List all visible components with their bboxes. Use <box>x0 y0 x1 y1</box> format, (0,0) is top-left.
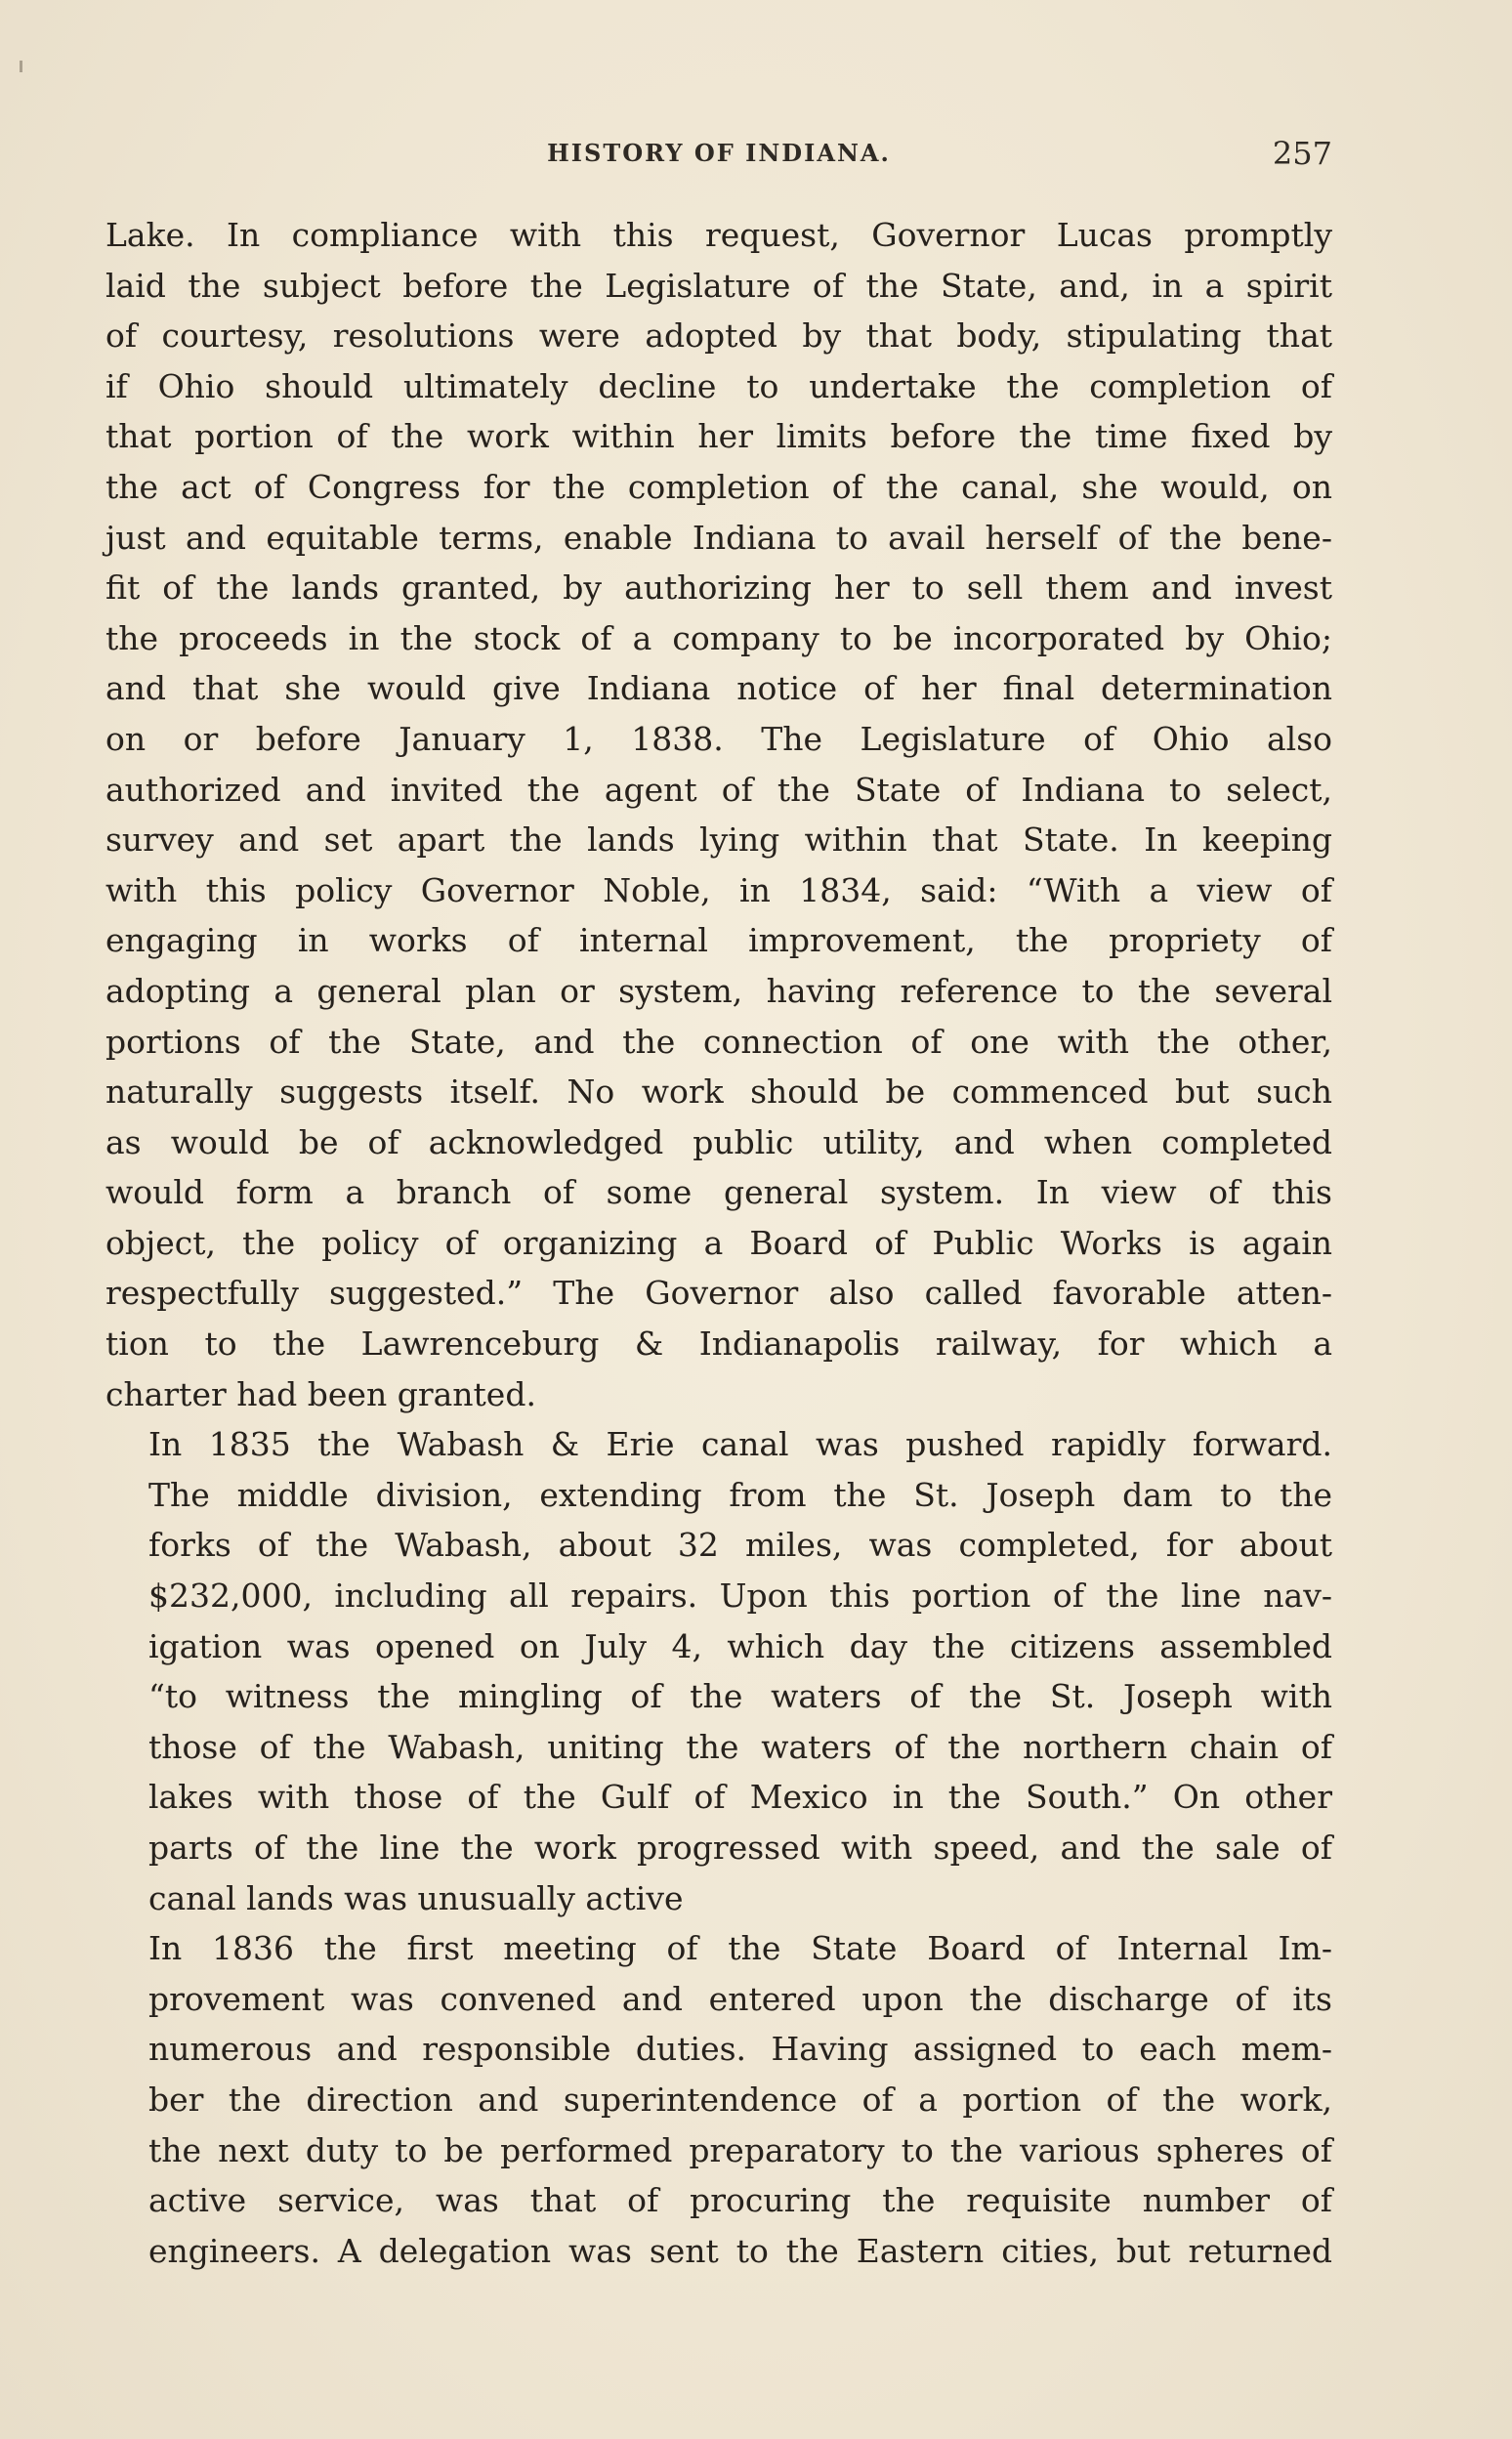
body-text <box>105 210 1332 2276</box>
text-line: ber the direction and superintendence of a portion of the work, <box>148 2080 1332 2119</box>
text-line: lakes with those of the Gulf of Mexico in the South.” On other <box>148 1778 1332 1817</box>
text-line: just and equitable terms, enable Indiana to avail herself of the bene- <box>105 518 1332 557</box>
text-line: portions of the State, and the connection of one with the other, <box>105 1022 1332 1061</box>
paragraph-1 <box>105 210 1332 1419</box>
text-line: laid the subject before the Legislature of the State, and, in a spirit <box>105 266 1332 305</box>
text-line: In 1835 the Wabash & Erie canal was pushed rapidly forward. <box>148 1425 1332 1464</box>
page-header <box>105 135 1332 174</box>
text-line: provement was convened and entered upon the discharge of its <box>148 1979 1332 2018</box>
text-line: parts of the line the work progressed with speed, and the sale of <box>148 1829 1332 1867</box>
text-line: respectfully suggested.” The Governor also called favorable atten- <box>105 1274 1332 1313</box>
text-line: forks of the Wabash, about 32 miles, was completed, for about <box>148 1526 1332 1565</box>
text-line: object, the policy of organizing a Board of Public Works is again <box>105 1223 1332 1262</box>
text-line: $232,000, including all repairs. Upon this portion of the line nav- <box>148 1577 1332 1616</box>
text-line: fit of the lands granted, by authorizing her to sell them and invest <box>105 568 1332 608</box>
text-line: In 1836 the first meeting of the State Board of Internal Im- <box>148 1929 1332 1968</box>
text-line: charter had been granted. <box>105 1374 536 1413</box>
text-line: authorized and invited the agent of the State of Indiana to select, <box>105 770 1332 809</box>
paragraph-2 <box>105 1419 1332 1923</box>
running-head: HISTORY OF INDIANA. <box>547 139 891 167</box>
text-line: naturally suggests itself. No work should be commenced but such <box>105 1072 1332 1112</box>
text-line: that portion of the work within her limits before the time fixed by <box>105 417 1332 456</box>
text-line: the next duty to be performed preparatory to the various spheres of <box>148 2130 1332 2169</box>
text-line: tion to the Lawrenceburg & Indianapolis railway, for which a <box>105 1325 1332 1364</box>
margin-ink-mark <box>20 61 22 72</box>
page-number: 257 <box>1272 135 1332 172</box>
text-line: engaging in works of internal improvement, the propriety of <box>105 921 1332 960</box>
text-line: if Ohio should ultimately decline to undertake the completion of <box>105 366 1332 405</box>
text-line: Lake. In compliance with this request, Governor Lucas promptly <box>105 216 1332 254</box>
text-line: and that she would give Indiana notice of her final determination <box>105 669 1332 708</box>
text-line: on or before January 1, 1838. The Legislature of Ohio also <box>105 719 1332 758</box>
text-line: adopting a general plan or system, having reference to the several <box>105 971 1332 1010</box>
text-line: canal lands was unusually active <box>148 1878 684 1917</box>
text-line: engineers. A delegation was sent to the Eastern cities, but returned <box>148 2231 1332 2270</box>
text-line: those of the Wabash, uniting the waters of the northern chain of <box>148 1727 1332 1766</box>
text-line: active service, was that of procuring the requisite number of <box>148 2181 1332 2220</box>
text-line: with this policy Governor Noble, in 1834, said: “With a view of <box>105 870 1332 909</box>
text-line: survey and set apart the lands lying within that State. In keeping <box>105 820 1332 860</box>
text-line: of courtesy, resolutions were adopted by that body, stipulating that <box>105 316 1332 356</box>
text-line: “to witness the mingling of the waters of the St. Joseph with <box>148 1677 1332 1716</box>
text-line: igation was opened on July 4, which day the citizens assembled <box>148 1626 1332 1665</box>
text-line: The middle division, extending from the St. Joseph dam to the <box>148 1475 1332 1514</box>
text-line: the act of Congress for the completion of the canal, she would, on <box>105 467 1332 506</box>
text-line: the proceeds in the stock of a company to be incorporated by Ohio; <box>105 618 1332 657</box>
text-line: numerous and responsible duties. Having assigned to each mem- <box>148 2030 1332 2069</box>
text-line: as would be of acknowledged public utility, and when completed <box>105 1122 1332 1161</box>
paragraph-3 <box>105 1923 1332 2276</box>
text-line: would form a branch of some general system. In view of this <box>105 1173 1332 1212</box>
